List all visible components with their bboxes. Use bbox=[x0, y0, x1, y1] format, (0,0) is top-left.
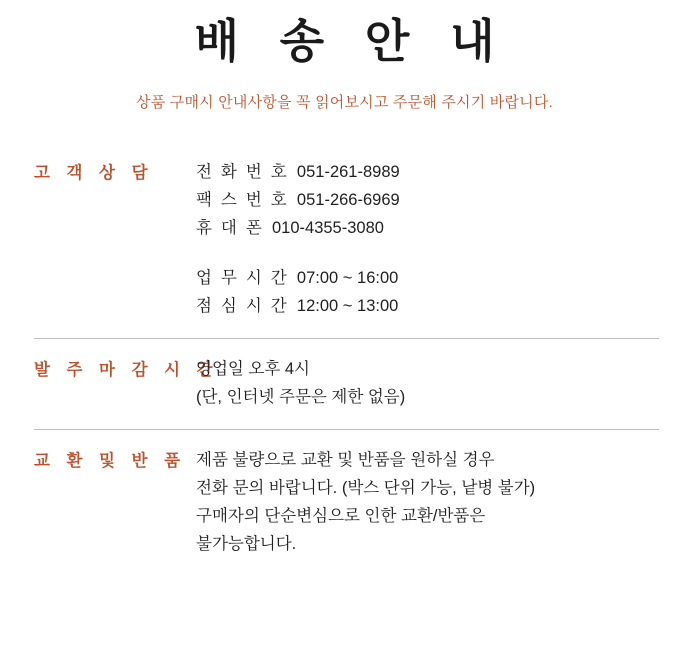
contact-row-fax bbox=[196, 186, 659, 214]
exchange-return-line-2: 전화 문의 바랍니다. (박스 단위 가능, 낱병 불가) bbox=[196, 479, 536, 498]
divider-after-contact bbox=[34, 338, 659, 339]
section-order-cutoff bbox=[0, 355, 689, 411]
contact-label-lunch-hours: 점 심 시 간 bbox=[196, 297, 289, 316]
page-title: 배 송 안 내 bbox=[194, 15, 509, 67]
contact-label-mobile: 휴 대 폰 bbox=[196, 219, 264, 238]
order-cutoff-line-1: 영업일 오후 4시 bbox=[196, 360, 310, 379]
contact-row-mobile bbox=[196, 214, 659, 242]
contact-row-business-hours bbox=[196, 264, 659, 292]
contact-row-lunch-hours bbox=[196, 292, 659, 320]
contact-value-mobile: 010-4355-3080 bbox=[272, 219, 384, 238]
contact-value-fax: 051-266-6969 bbox=[296, 191, 400, 210]
section-label-exchange-return: 교 환 및 반 품 bbox=[34, 452, 187, 471]
contact-label-fax: 팩 스 번 호 bbox=[196, 191, 289, 210]
contact-label-phone: 전 화 번 호 bbox=[196, 163, 289, 182]
contact-value-phone: 051-261-8989 bbox=[296, 163, 400, 182]
contact-label-business-hours: 업 무 시 간 bbox=[196, 269, 289, 288]
section-exchange-return bbox=[0, 446, 689, 558]
contact-row-phone bbox=[196, 158, 659, 186]
exchange-return-line-4: 불가능합니다. bbox=[196, 535, 297, 554]
contact-spacer bbox=[196, 242, 659, 264]
contact-value-business-hours: 07:00 ~ 16:00 bbox=[296, 269, 399, 288]
section-content-exchange-return bbox=[196, 446, 659, 558]
order-cutoff-line-2: (단, 인터넷 주문은 제한 없음) bbox=[196, 388, 406, 407]
exchange-return-line-3: 구매자의 단순변심으로 인한 교환/반품은 bbox=[196, 507, 486, 526]
section-content-order-cutoff bbox=[196, 355, 659, 411]
contact-value-lunch-hours: 12:00 ~ 13:00 bbox=[296, 297, 399, 316]
section-customer-contact bbox=[0, 158, 689, 320]
page-subtitle: 상품 구매시 안내사항을 꼭 읽어보시고 주문해 주시기 바랍니다. bbox=[136, 94, 553, 112]
divider-after-order-cutoff bbox=[34, 429, 659, 430]
exchange-return-line-1: 제품 불량으로 교환 및 반품을 원하실 경우 bbox=[196, 451, 495, 470]
shipping-info-page bbox=[0, 14, 689, 652]
section-content-customer-contact bbox=[196, 158, 659, 320]
section-label-order-cutoff: 발 주 마 감 시 간 bbox=[34, 361, 219, 380]
section-label-customer-contact: 고 객 상 담 bbox=[34, 164, 154, 183]
